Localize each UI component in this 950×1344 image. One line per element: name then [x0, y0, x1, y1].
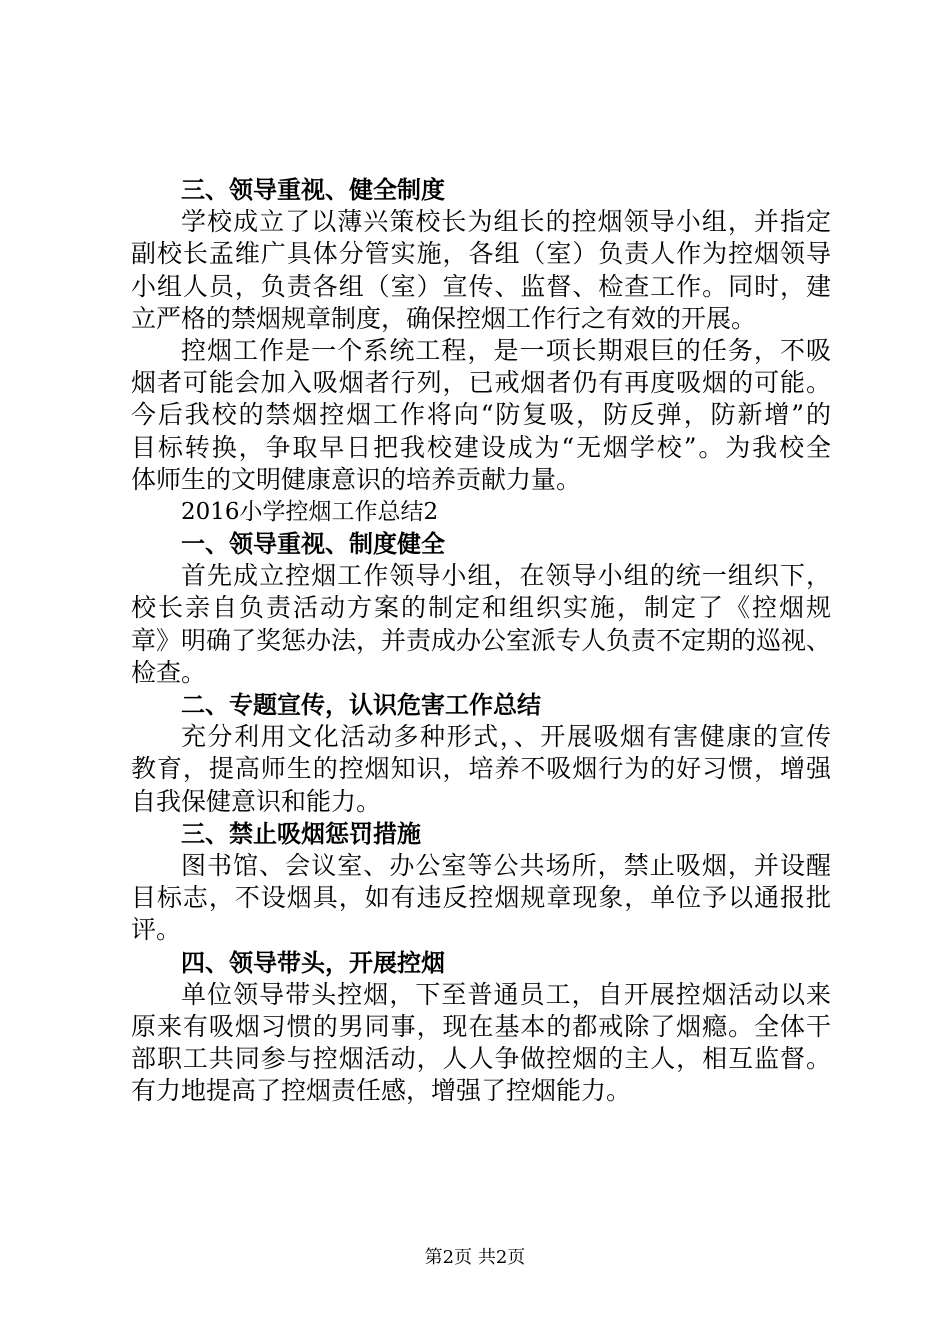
paragraph-line: 副校长孟维广具体分管实施，各组（室）负责人作为控烟领导	[131, 239, 831, 269]
paragraph-line: 校长亲自负责活动方案的制定和组织实施，制定了《控烟规	[131, 593, 831, 623]
paragraph-line: 充分利用文化活动多种形式，、开展吸烟有害健康的宣传	[181, 722, 831, 752]
paragraph-line: 目标转换，争取早日把我校建设成为“无烟学校”。为我校全	[131, 432, 831, 462]
paragraph-line: 自我保健意识和能力。	[131, 786, 382, 816]
paragraph-line: 体师生的文明健康意识的培养贡献力量。	[131, 464, 582, 494]
page-footer: 第2页 共2页	[424, 1247, 526, 1268]
paragraph-line: 原来有吸烟习惯的男同事，现在基本的都戒除了烟瘾。全体干	[131, 1011, 831, 1041]
paragraph-line: 立严格的禁烟规章制度，确保控烟工作行之有效的开展。	[131, 303, 757, 333]
section-heading: 三、领导重视、健全制度	[181, 176, 445, 204]
paragraph-line: 学校成立了以薄兴策校长为组长的控烟领导小组，并指定	[181, 207, 831, 237]
section-heading: 四、领导带头，开展控烟	[181, 948, 445, 977]
paragraph-line: 单位领导带头控烟，下至普通员工，自开展控烟活动以来	[181, 979, 831, 1009]
paragraph-line: 教育，提高师生的控烟知识，培养不吸烟行为的好习惯，增强	[131, 754, 831, 784]
paragraph-line: 图书馆、会议室、办公室等公共场所，禁止吸烟，并设醒	[181, 850, 831, 880]
section-heading: 三、禁止吸烟惩罚措施	[181, 819, 421, 848]
paragraph-line: 评。	[131, 915, 182, 945]
section-heading: 二、专题宣传，认识危害工作总结	[181, 691, 541, 719]
section-heading: 一、领导重视、制度健全	[181, 530, 445, 559]
document-body	[131, 174, 831, 1107]
paragraph-line: 今后我校的禁烟控烟工作将向“防复吸，防反弹，防新增”的	[131, 400, 831, 430]
paragraph-line: 2016小学控烟工作总结2	[181, 498, 439, 525]
paragraph-line: 目标志，不设烟具，如有违反控烟规章现象，单位予以通报批	[131, 883, 831, 913]
paragraph-line: 控烟工作是一个系统工程，是一项长期艰巨的任务，不吸	[181, 335, 831, 365]
paragraph-line: 烟者可能会加入吸烟者行列，已戒烟者仍有再度吸烟的可能。	[131, 368, 831, 398]
paragraph-line: 首先成立控烟工作领导小组，在领导小组的统一组织下，	[181, 561, 831, 591]
paragraph-line: 章》明确了奖惩办法，并责成办公室派专人负责不定期的巡视、	[131, 625, 832, 655]
paragraph-line: 部职工共同参与控烟活动，人人争做控烟的主人，相互监督。	[131, 1044, 831, 1074]
paragraph-line: 小组人员，负责各组（室）宣传、监督、检查工作。同时，建	[131, 271, 831, 301]
paragraph-line: 有力地提高了控烟责任感，增强了控烟能力。	[131, 1076, 632, 1106]
paragraph-line: 检查。	[131, 657, 207, 687]
